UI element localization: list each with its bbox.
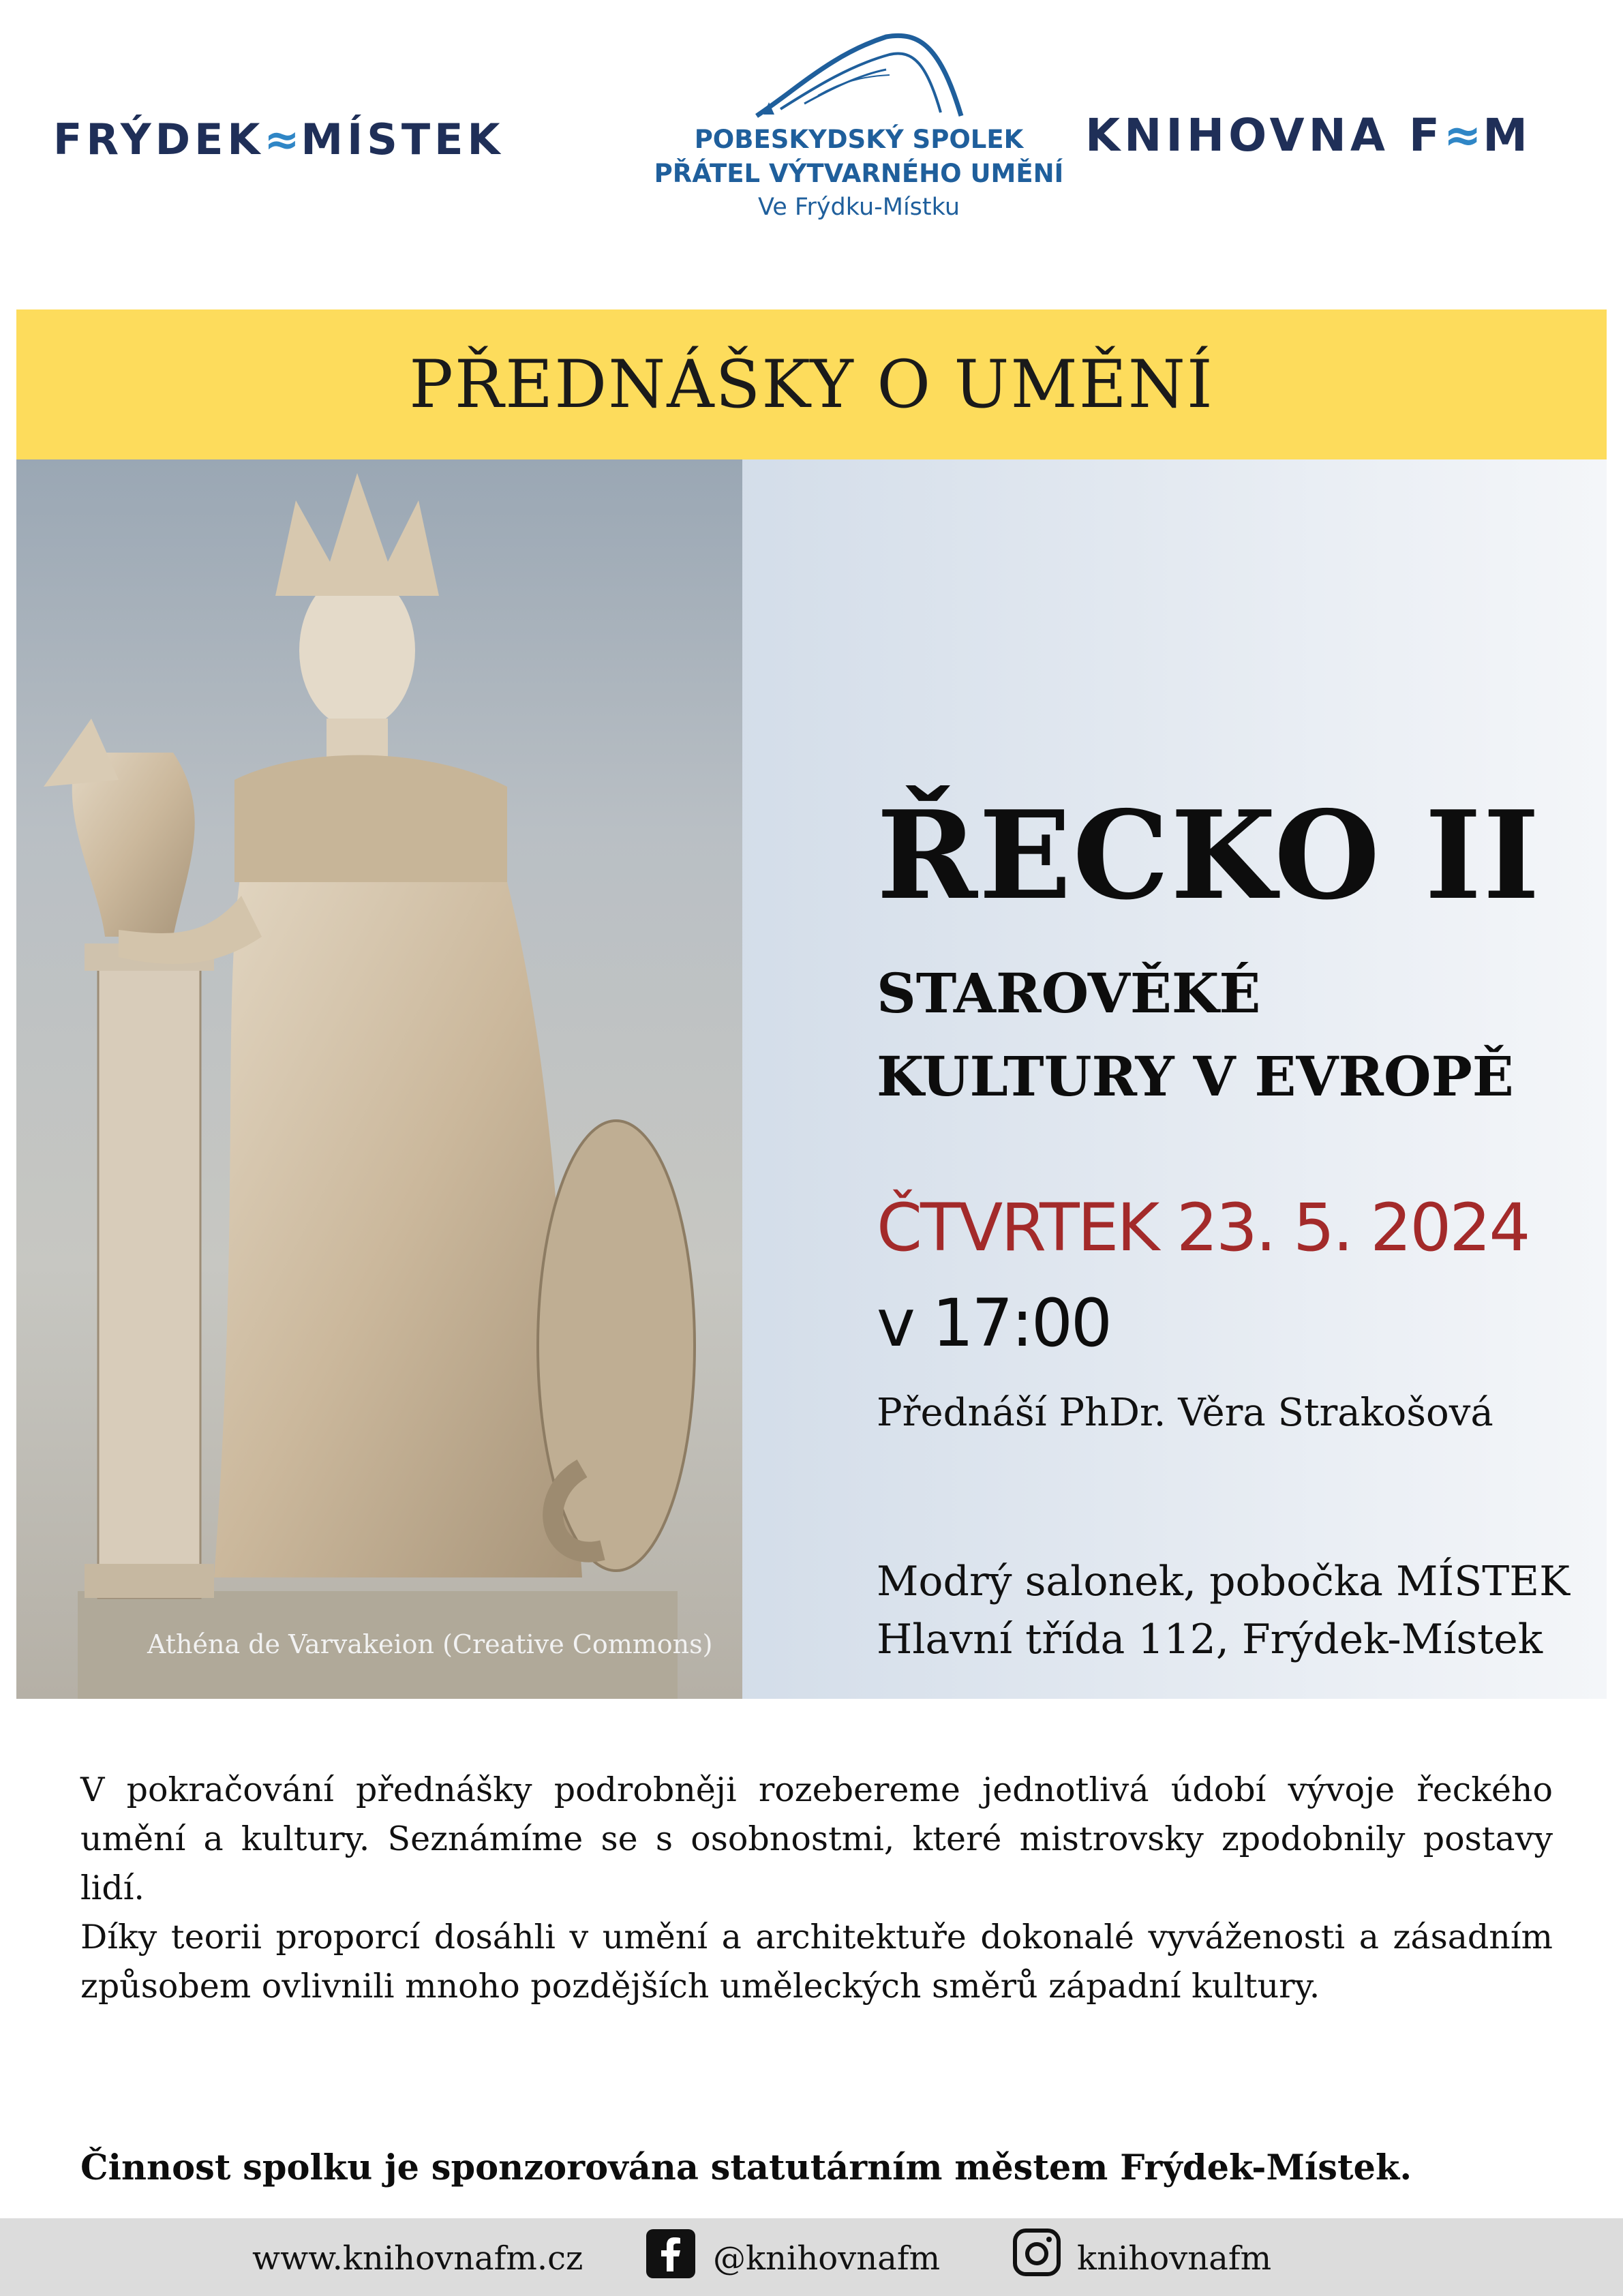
instagram-icon	[1012, 2228, 1061, 2277]
society-name-line1: POBESKYDSKÝ SPOLEK	[694, 125, 1024, 154]
city-logo-left: FRÝDEK	[53, 115, 264, 164]
lecturer: Přednáší PhDr. Věra Strakošová	[877, 1391, 1493, 1435]
description-paragraph: Díky teorii proporcí dosáhli v umění a architektuře dokonalé vyváženosti a zásadním způsobem ovlivnili mnoho pozdějších uměleckých směrů západní kultury.	[80, 1918, 1553, 2006]
website-link[interactable]: www.knihovnafm.cz	[252, 2239, 583, 2278]
event-time: v 17:00	[877, 1285, 1110, 1361]
description-paragraph: V pokračování přednášky podrobněji rozebereme jednotlivá údobí vývoje řeckého umění a kultury. Seznámíme se s osobnostmi, které mistrovsky zpodobnily postavy lidí.	[80, 1770, 1553, 1907]
facebook-handle[interactable]: @knihovnafm	[713, 2239, 941, 2278]
image-caption: Athéna de Varvakeion (Creative Commons)	[147, 1629, 713, 1659]
society-name-line2: PŘÁTEL VÝTVARNÉHO UMĚNÍ	[654, 159, 1064, 188]
lecture-subtitle-line2: KULTURY V EVROPĚ	[877, 1044, 1514, 1108]
library-logo-wave: ≈	[1443, 109, 1483, 162]
lecture-description	[80, 1766, 1553, 2011]
city-logo-wave: ≈	[264, 115, 301, 164]
series-title: PŘEDNÁŠKY O UMĚNÍ	[409, 346, 1214, 423]
sponsor-note: Činnost spolku je sponzorována statutárním městem Frýdek-Místek.	[80, 2147, 1412, 2188]
lecture-title: ŘECKO II	[877, 784, 1541, 926]
lecture-subtitle-line1: STAROVĚKÉ	[877, 961, 1261, 1025]
instagram-handle[interactable]: knihovnafm	[1077, 2239, 1272, 2278]
facebook-icon	[646, 2229, 695, 2278]
city-logo	[53, 115, 504, 164]
mountain-logo-icon	[716, 27, 1002, 123]
library-logo-left: KNIHOVNA F	[1085, 109, 1444, 162]
library-logo-right: M	[1483, 109, 1532, 162]
venue-address: Hlavní třída 112, Frýdek-Místek	[877, 1616, 1543, 1663]
city-logo-right: MÍSTEK	[301, 115, 504, 164]
event-date: ČTVRTEK 23. 5. 2024	[877, 1190, 1529, 1266]
venue-name: Modrý salonek, pobočka MÍSTEK	[877, 1558, 1570, 1605]
series-banner	[16, 309, 1607, 459]
library-logo	[1085, 109, 1532, 162]
statue-illustration	[16, 459, 742, 1699]
society-location: Ve Frýdku-Místku	[757, 194, 960, 221]
athena-statue-image	[16, 459, 742, 1699]
society-logo	[600, 27, 1118, 245]
